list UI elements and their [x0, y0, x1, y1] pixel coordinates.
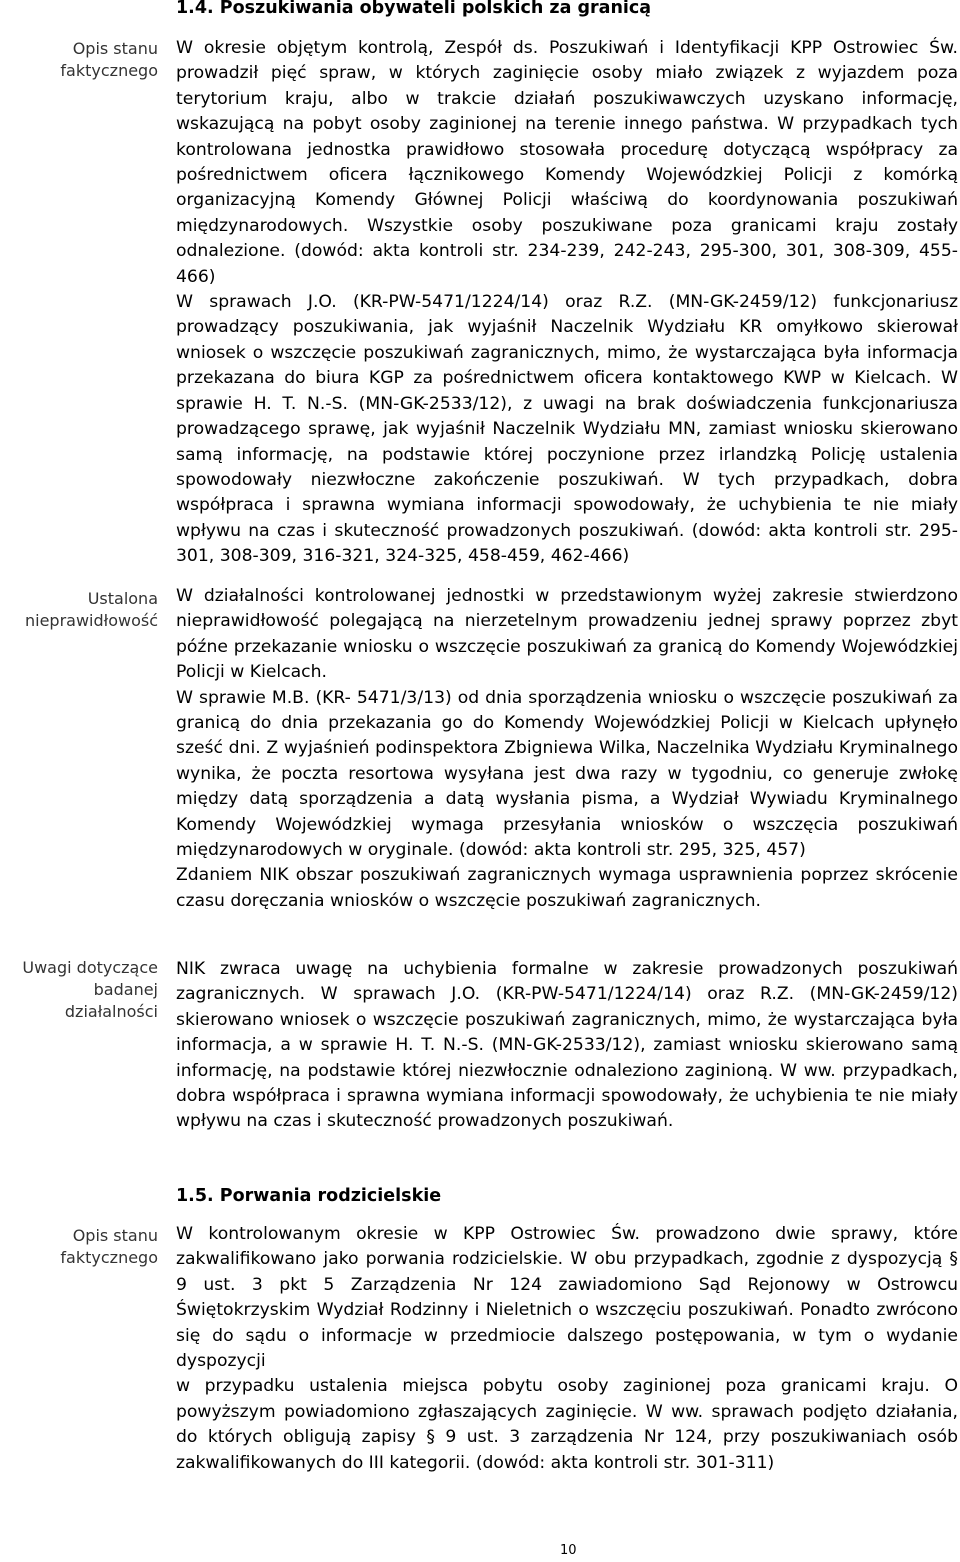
paragraph: NIK zwraca uwagę na uchybienia formalne w zakresie prowadzonych poszukiwań zagranicznych. W sprawach J.O. (KR-PW-5471/1224/14) oraz R.Z. (MN-GK-2459/12) skierowano wniosek o wszczęcie poszukiwań zagranicznych, mimo, że wystarczająca była informacja, a w sprawie H. T. N.-S. (MN-GK-2533/12), zamiast wniosku skierowano samą informację, na podstawie której niezwłocznie odnaleziono zaginioną. W ww. przypadkach, dobra współpraca i sprawna wymiana informacji spowodowały, że uchybienia te nie miały wpływu na czas i skuteczność prowadzonych poszukiwań. — [176, 959, 958, 1132]
paragraph: Zdaniem NIK obszar poszukiwań zagranicznych wymaga usprawnienia poprzez skrócenie czasu doręczania wniosków o wszczęcie poszukiwań zagranicznych. — [176, 865, 958, 911]
paragraph: W kontrolowanym okresie w KPP Ostrowiec Św. prowadzono dwie sprawy, które zakwalifikowano jako porwania rodzicielskie. W obu przypadkach, zgodnie z dyspozycją § 9 ust. 3 pkt 5 Zarządzenia Nr 124 zawiadomiono Sąd Rejonowy w Ostrowcu Świętokrzyskim Wydział Rodzinny i Nieletnich o wszczęciu poszukiwań. Ponadto zwrócono się do sądu o informacje w przedmiocie dalszego postępowania, w tym o wydanie dyspozycji — [176, 1224, 958, 1372]
paragraph: w przypadku ustalenia miejsca pobytu osoby zaginionej poza granicami kraju. O powyższym powiadomiono zgłaszających zaginięcie. W ww. sprawach podjęto działania, do których obligują zapisy § 9 ust. 3 zarządzenia Nr 124, przy poszukiwaniach osób zakwalifikowanych do III kategorii. (dowód: akta kontroli str. 301-311) — [176, 1376, 958, 1473]
side-label-opis-2: Opis stanu faktycznego — [60, 1226, 158, 1267]
paragraph: W okresie objętym kontrolą, Zespół ds. Poszukiwań i Identyfikacji KPP Ostrowiec Św. prowadził pięć spraw, w których zaginięcie osoby miało związek z wyjazdem poza terytorium kraju, albo w trakcie działań poszukiwawczych uzyskano informację, wskazującą na pobyt osoby zaginionej na terenie innego państwa. W przypadkach tych kontrolowana jednostka prawidłowo stosowała procedurę dotyczącą współpracy za pośrednictwem oficera łącznikowego Komendy Wojewódzkiej Policji z komórką organizacyjną Komendy Głównej Policji właściwą do koordynowania poszukiwań międzynarodowych. Wszystkie osoby poszukiwane poza granicami kraju zostały odnalezione. (dowód: akta kontroli str. 234-239, 242-243, 295-300, 301, 308-309, 455-466) — [176, 38, 958, 287]
paragraph: W sprawach J.O. (KR-PW-5471/1224/14) oraz R.Z. (MN-GK-2459/12) funkcjonariusz prowadzący poszukiwania, jak wyjaśnił Naczelnik Wydziału KR omyłkowo skierował wniosek o wszczęcie poszukiwań zagranicznych, mimo, że wystarczająca była informacja przekazana do biura KGP za pośrednictwem oficera kontaktowego KWP w Kielcach. W sprawie H. T. N.-S. (MN-GK-2533/12), z uwagi na brak doświadczenia funkcjonariusza prowadzącego sprawę, jak wyjaśnił Naczelnik Wydziału MN, zamiast wniosku skierowano samą informację, na podstawie której poczynione przez irlandzką Policję ustalenia spowodowały niezwłoczne zakończenie poszukiwań. W tych przypadkach, dobra współpraca i sprawna wymiana informacji spowodowały, że uchybienia te nie miały wpływu na czas i skuteczność prowadzonych poszukiwań. (dowód: akta kontroli str. 295-301, 308-309, 316-321, 324-325, 458-459, 462-466) — [176, 292, 958, 567]
paragraph: W sprawie M.B. (KR- 5471/3/13) od dnia sporządzenia wniosku o wszczęcie poszukiwań za granicą do dnia przekazania go do Komendy Wojewódzkiej Policji w Kielcach upłynęło sześć dni. Z wyjaśnień podinspektora Zbigniewa Wilka, Naczelnika Wydziału Kryminalnego wynika, że poczta resortowa wysyłana jest dwa razy w tygodniu, co generuje zwłokę między datą sporządzenia a datą wysłania pisma, a Wydział Wywiadu Kryminalnego Komendy Wojewódzkiej wymaga przesyłania wniosków o wszczęcia poszukiwań międzynarodowych w oryginale. (dowód: akta kontroli str. 295, 325, 457) — [176, 687, 958, 861]
section-body-opis-2 — [176, 1222, 958, 1476]
section-heading-1-4: 1.4. Poszukiwania obywateli polskich za granicą — [176, 0, 652, 18]
side-label-ustalona: Ustalona nieprawidłowość — [25, 589, 158, 630]
side-label-opis-1: Opis stanu faktycznego — [60, 39, 158, 80]
section-body-opis-1 — [176, 36, 958, 570]
section-body-ustalona — [176, 584, 958, 914]
side-label-uwagi: Uwagi dotyczące badanej działalności — [22, 958, 158, 1021]
section-body-uwagi — [176, 957, 958, 1135]
page-number: 10 — [560, 1543, 577, 1558]
section-heading-1-5: 1.5. Porwania rodzicielskie — [176, 1186, 442, 1206]
paragraph: W działalności kontrolowanej jednostki w przedstawionym wyżej zakresie stwierdzono nieprawidłowość polegającą na nierzetelnym prowadzeniu jednej sprawy poprzez zbyt późne przekazanie wniosku o wszczęcie poszukiwań za granicą do Komendy Wojewódzkiej Policji w Kielcach. — [176, 586, 958, 683]
